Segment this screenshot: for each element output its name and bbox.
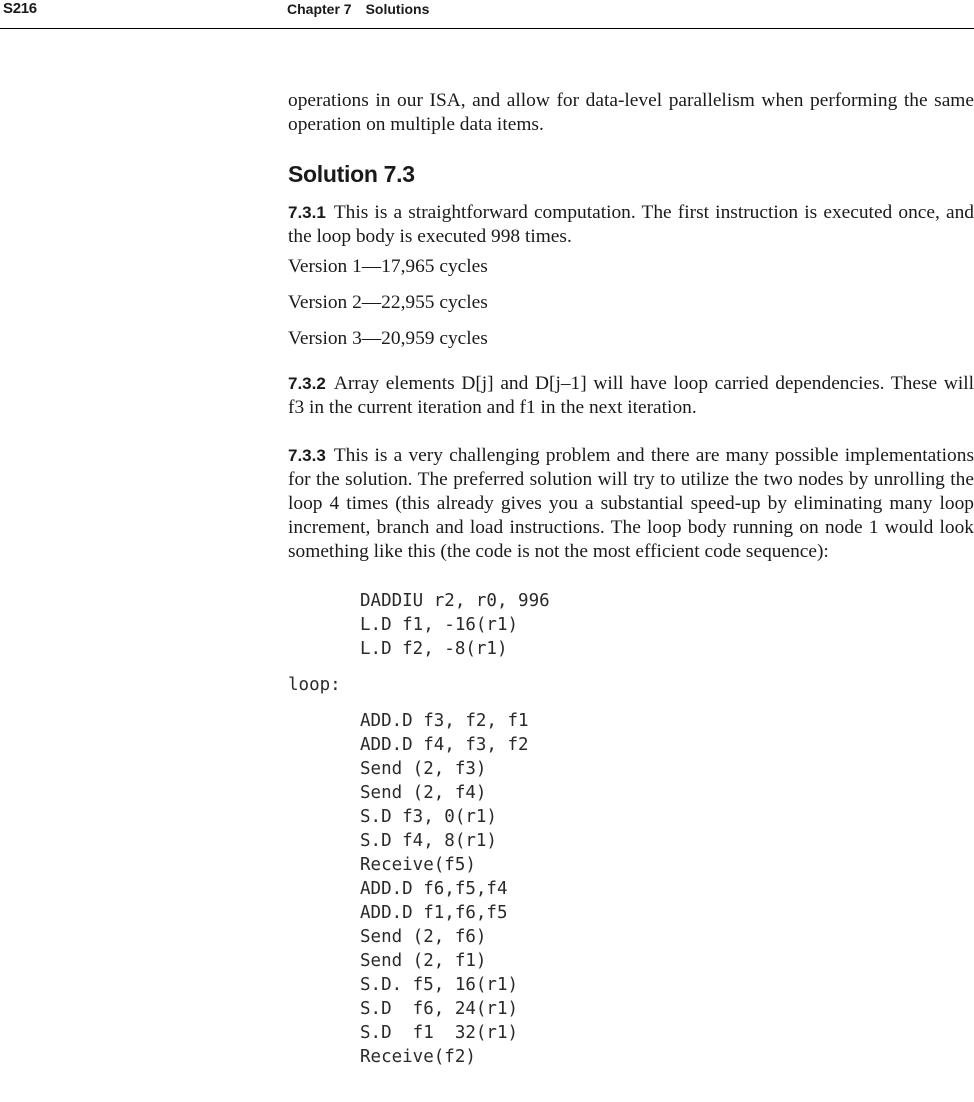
code-line: L.D f2, -8(r1): [360, 639, 508, 659]
part-label: 7.3.2: [288, 374, 326, 393]
page-content: [288, 89, 974, 1069]
section-label: Solutions: [365, 1, 430, 17]
code-line: ADD.D f6,f5,f4: [360, 879, 508, 899]
version-list: [288, 249, 974, 357]
part-text: This is a very challenging problem and there are many possible implementations for the solution. The preferred solution will try to utilize the two nodes by unrolling the loop 4 times (this already gives you a substantial speed-up by eliminating many loop increment, branch and load instructions. The loop body running on node 1 would look something like this (the code is not the most efficient code sequence):: [288, 445, 974, 562]
code-line: DADDIU r2, r0, 996: [360, 591, 550, 611]
code-line: Send (2, f3): [360, 759, 487, 779]
code-line: S.D f6, 24(r1): [360, 999, 519, 1019]
part-text: This is a straightforward computation. The first instruction is executed once, and the loop body is executed 998 times.: [288, 202, 974, 247]
code-line: Receive(f5): [360, 855, 476, 875]
code-line: ADD.D f3, f2, f1: [360, 711, 529, 731]
version-item: Version 1—17,965 cycles: [288, 256, 488, 277]
page-number: S216: [3, 0, 37, 17]
part-label: 7.3.3: [288, 446, 326, 465]
part-7-3-3: [288, 444, 974, 564]
loop-label: loop:: [288, 675, 341, 695]
solution-title: Solution 7.3: [288, 161, 415, 187]
part-text: Array elements D[j] and D[j–1] will have loop carried dependencies. These will f3 in the current iteration and f1 in the next iteration.: [288, 373, 974, 418]
intro-paragraph: operations in our ISA, and allow for data-level parallelism when performing the same operation on multiple data items.: [288, 90, 974, 135]
code-line: S.D. f5, 16(r1): [360, 975, 519, 995]
code-line: Send (2, f4): [360, 783, 487, 803]
code-listing: [288, 589, 974, 1069]
version-item: Version 2—22,955 cycles: [288, 292, 488, 313]
code-line: L.D f1, -16(r1): [360, 615, 519, 635]
code-line: ADD.D f1,f6,f5: [360, 903, 508, 923]
version-item: Version 3—20,959 cycles: [288, 328, 488, 349]
page-header: [0, 0, 974, 29]
chapter-label: Chapter 7: [287, 1, 352, 17]
code-line: S.D f1 32(r1): [360, 1023, 519, 1043]
code-line: Send (2, f1): [360, 951, 487, 971]
part-label: 7.3.1: [288, 203, 326, 222]
part-7-3-1: [288, 201, 974, 249]
code-line: S.D f4, 8(r1): [360, 831, 497, 851]
code-line: S.D f3, 0(r1): [360, 807, 497, 827]
part-7-3-2: [288, 372, 974, 420]
running-head: [287, 1, 429, 17]
code-line: Receive(f2): [360, 1047, 476, 1067]
code-line: Send (2, f6): [360, 927, 487, 947]
code-line: ADD.D f4, f3, f2: [360, 735, 529, 755]
